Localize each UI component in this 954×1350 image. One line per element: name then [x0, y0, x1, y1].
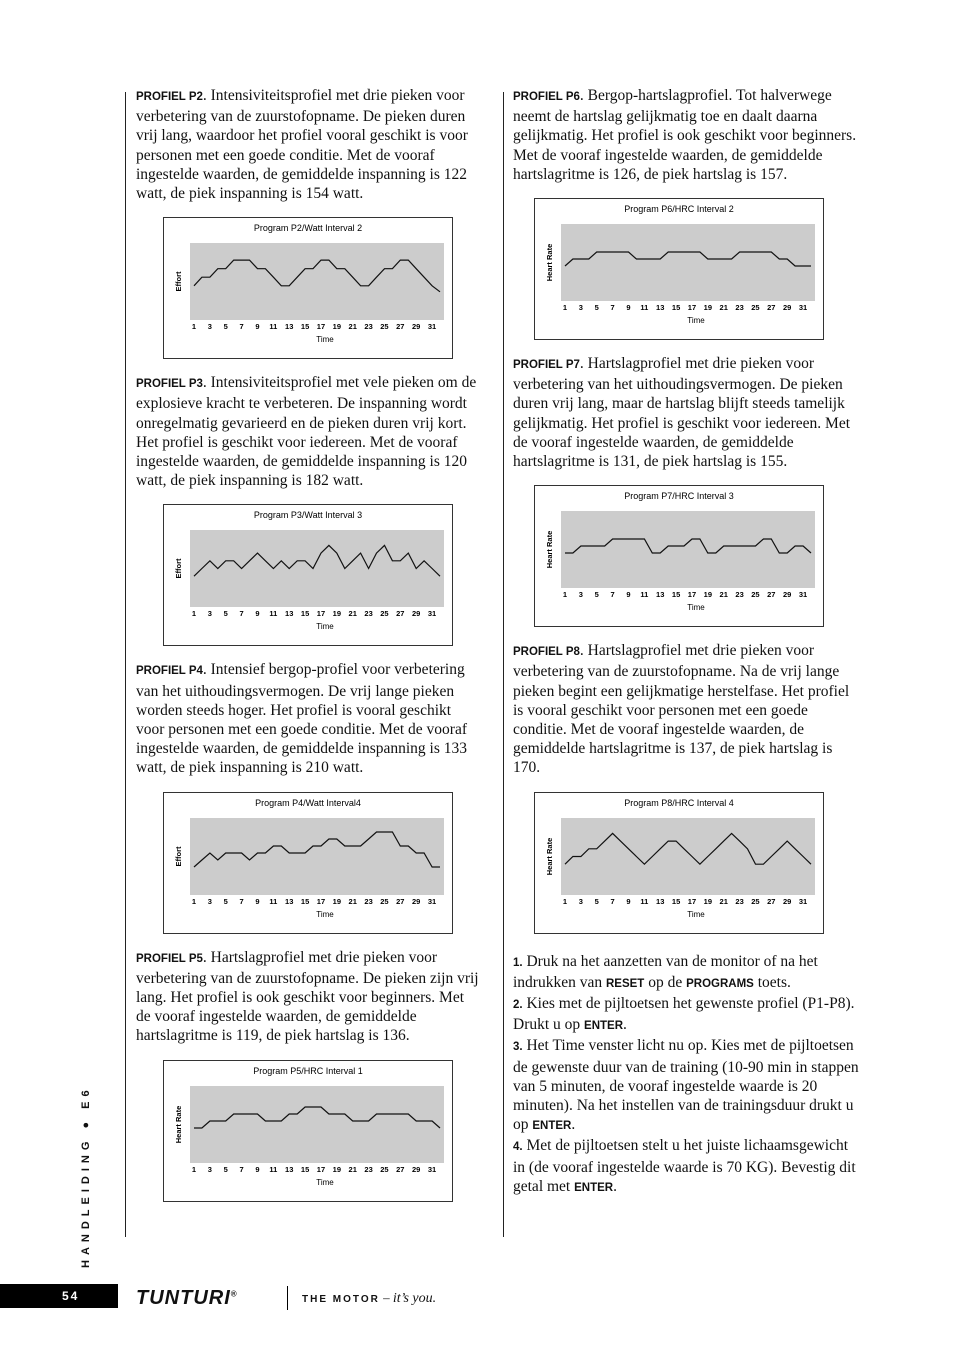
- x-tick-label: 9: [255, 1164, 260, 1174]
- slogan-part-a: THE MOTOR: [302, 1294, 380, 1305]
- x-tick-label: 13: [656, 303, 665, 313]
- profile-p5-paragraph: PROFIEL P5. Hartslagprofiel met drie pieken voor verbetering van de zuurstofopname. De pieken zijn vrij lang. Het profiel is ook geschikt voor beginners. Met de vooraf ingestelde waarden, de gemiddelde hartslagritme is 119, de piek hartslag is 136.: [136, 948, 479, 1045]
- x-tick-label: 17: [687, 896, 697, 906]
- profile-p7-label: PROFIEL P7: [513, 359, 580, 372]
- x-tick-label: 1: [191, 609, 197, 619]
- vertical-section-label: HANDLEIDING ● E6: [80, 1085, 92, 1268]
- step-text: .: [613, 1177, 617, 1195]
- x-tick-label: 9: [255, 322, 260, 332]
- profile-p5-text: Hartslagprofiel met drie pieken voor verbetering van de zuurstofopname. De pieken zijn vrij lang. Het profiel is ook geschikt voor beginners. Met de vooraf ingestelde waarden, de gemiddelde hartslagritme is 119, de piek hartslag is 136.: [136, 948, 479, 1045]
- x-tick-label: 15: [300, 1164, 310, 1174]
- step-number: 1: [513, 956, 520, 969]
- right-column: [513, 86, 863, 1198]
- x-tick-label: 3: [207, 609, 212, 619]
- chart-title: Program P3/Watt Interval 3: [253, 510, 363, 521]
- profile-p2-paragraph: PROFIEL P2. Intensiviteitsprofiel met drie pieken voor verbetering van de zuurstofopname. De pieken duren vrij lang, waardoor het profiel vooral geschikt is voor personen met een goede conditie. Met de vooraf ingestelde waarden, de gemiddelde inspanning is 122 watt, de piek inspanning is 154 watt.: [136, 87, 468, 203]
- chart-program-p4: [163, 792, 453, 934]
- y-axis-label: Heart Rate: [174, 1105, 183, 1143]
- x-tick-label: 13: [285, 609, 294, 619]
- x-tick-label: 1: [191, 1164, 197, 1174]
- key-programs: PROGRAMS: [686, 977, 754, 990]
- x-tick-label: 25: [751, 303, 760, 313]
- x-tick-label: 21: [348, 896, 357, 906]
- plot-background: [561, 818, 815, 895]
- x-tick-label: 19: [703, 590, 713, 600]
- x-tick-label: 21: [719, 590, 728, 600]
- left-column-rule: [125, 92, 126, 1237]
- x-tick-label: 29: [783, 590, 792, 600]
- key-reset: RESET: [605, 977, 645, 990]
- x-tick-label: 7: [239, 1164, 244, 1174]
- x-tick-label: 7: [239, 609, 244, 619]
- x-axis-label: Time: [687, 909, 705, 919]
- step-text: Kies met de pijltoetsen het gewenste profiel (P1-P8). Drukt u op: [513, 995, 855, 1034]
- chart-program-p3: [163, 504, 453, 646]
- x-tick-label: 1: [562, 896, 568, 906]
- x-tick-label: 11: [269, 1164, 278, 1174]
- x-tick-label: 27: [396, 609, 405, 619]
- x-tick-label: 1: [191, 322, 197, 332]
- x-tick-label: 17: [316, 1164, 326, 1174]
- profile-p8-text: Hartslagprofiel met drie pieken voor verbetering van de zuurstofopname. Na de vrij lange pieken begint een gelijkmatige herstelfase. Het profiel is vooral geschikt voor personen met een goede conditie. Met de vooraf ingestelde waarden, de gemiddelde hartslagritme is 137, de piek hartslag is 170.: [513, 642, 850, 777]
- page-number: 54: [0, 1284, 118, 1308]
- x-tick-label: 31: [427, 609, 437, 619]
- x-axis-label: Time: [316, 335, 334, 345]
- x-tick-label: 17: [687, 303, 697, 313]
- x-tick-label: 17: [316, 322, 326, 332]
- chart-title: Program P2/Watt Interval 2: [253, 223, 363, 234]
- x-tick-label: 5: [223, 896, 228, 906]
- y-axis-label: Heart Rate: [545, 243, 554, 282]
- step-4: 4. Met de pijltoetsen stelt u het juiste lichaamsgewicht in (de vooraf ingestelde waarde is 70 KG). Bevestig dit getal met ENTER.: [513, 1137, 856, 1195]
- step-text: toets.: [753, 973, 791, 991]
- x-axis-label: Time: [316, 622, 334, 632]
- x-tick-label: 9: [626, 590, 631, 600]
- step-text: Met de pijltoetsen stelt u het juiste lichaamsgewicht in (de vooraf ingestelde waarde is 70 KG). Bevestig dit getal met: [513, 1137, 856, 1195]
- y-axis-label: Effort: [174, 558, 183, 579]
- x-tick-label: 9: [626, 896, 631, 906]
- profile-p6-paragraph: PROFIEL P6. Bergop-hartslagprofiel. Tot halverwege neemt de hartslag gelijkmatig toe en daalt daarna gelijkmatig. Het profiel is ook geschikt voor beginners. Met de vooraf ingestelde waarden, de gemiddelde hartslagritme is 126, de piek hartslag is 157.: [513, 87, 857, 183]
- x-tick-label: 7: [239, 322, 244, 332]
- profile-p2-label: PROFIEL P2: [136, 91, 203, 103]
- footer-slogan: [302, 1290, 436, 1307]
- profile-p7-paragraph: PROFIEL P7. Hartslagprofiel met drie pieken voor verbetering van het uithoudingsvermogen. De pieken duren vrij lang, maar de hartslag blijft steeds tamelijk gelijkmatig. Het profiel is geschikt voor iedereen. Met de vooraf ingestelde waarden, de gemiddelde hartslagritme is 131, de piek hartslag is 155.: [513, 355, 851, 471]
- x-tick-label: 23: [735, 896, 744, 906]
- x-tick-label: 5: [594, 896, 599, 906]
- x-tick-label: 1: [562, 590, 568, 600]
- x-tick-label: 5: [223, 609, 228, 619]
- x-tick-label: 1: [562, 303, 568, 313]
- x-tick-label: 19: [703, 303, 713, 313]
- chart-title: Program P8/HRC Interval 4: [624, 797, 734, 808]
- x-tick-label: 23: [364, 1164, 373, 1174]
- x-tick-label: 25: [380, 609, 389, 619]
- x-tick-label: 7: [610, 303, 615, 313]
- chart-title: Program P6/HRC Interval 2: [624, 204, 734, 215]
- x-tick-label: 21: [348, 322, 357, 332]
- profile-p3-paragraph: PROFIEL P3. Intensiviteitsprofiel met vele pieken om de explosieve kracht te verbeteren. De inspanning wordt onregelmatig gevarieerd en de pieken duren vrij kort. Het profiel is geschikt voor iedereen. Met de vooraf ingestelde waarden, de gemiddelde inspanning is 120 watt, de piek inspanning is 182 watt.: [136, 374, 477, 490]
- x-tick-label: 19: [332, 609, 342, 619]
- x-axis-label: Time: [687, 316, 705, 326]
- step-3: 3. Het Time venster licht nu op. Kies met de pijltoetsen de gewenste duur van de training (10-90 min in stappen van 5 minuten, de vooraf ingestelde waarde is 20 minuten). Na het instellen van de trainingsduur drukt u op ENTER.: [513, 1037, 859, 1134]
- x-tick-label: 5: [223, 322, 228, 332]
- x-tick-label: 29: [412, 896, 421, 906]
- x-tick-label: 25: [380, 1164, 389, 1174]
- x-tick-label: 13: [285, 896, 294, 906]
- x-tick-label: 27: [767, 303, 776, 313]
- x-tick-label: 19: [332, 322, 342, 332]
- x-tick-label: 3: [578, 303, 583, 313]
- x-tick-label: 25: [751, 590, 760, 600]
- x-tick-label: 11: [269, 896, 278, 906]
- x-tick-label: 13: [285, 322, 294, 332]
- profile-p7-text: Hartslagprofiel met drie pieken voor verbetering van het uithoudingsvermogen. De pieken duren vrij lang, maar de hartslag blijft steeds tamelijk gelijkmatig. Het profiel is geschikt voor iedereen. Met de vooraf ingestelde waarden, de gemiddelde hartslagritme is 131, de piek hartslag is 155.: [513, 355, 851, 471]
- chart-program-p5: [163, 1060, 453, 1202]
- x-tick-label: 13: [285, 1164, 294, 1174]
- x-tick-label: 27: [767, 896, 776, 906]
- chart-title: Program P5/HRC Interval 1: [253, 1065, 363, 1076]
- x-tick-label: 31: [798, 590, 808, 600]
- y-axis-label: Heart Rate: [545, 530, 554, 569]
- x-tick-label: 25: [380, 896, 389, 906]
- instruction-steps: [513, 952, 863, 1198]
- x-tick-label: 23: [735, 590, 744, 600]
- profile-p4-text: Intensief bergop-profiel voor verbetering van het uithoudingsvermogen. De vrij lange pieken worden steeds hoger. Het profiel is vooral geschikt voor personen met een goede conditie. Met de vooraf ingestelde waarden, de gemiddelde inspanning is 133 watt, de piek inspanning is 210 watt.: [136, 661, 468, 777]
- center-column-rule: [503, 92, 504, 1237]
- x-tick-label: 21: [719, 303, 728, 313]
- plot-background: [190, 530, 444, 607]
- x-tick-label: 17: [316, 896, 326, 906]
- chart-program-p8: [534, 792, 824, 934]
- x-tick-label: 13: [656, 590, 665, 600]
- profile-p3-text: Intensiviteitsprofiel met vele pieken om de explosieve kracht te verbeteren. De inspanning wordt onregelmatig gevarieerd en de pieken duren vrij kort. Het profiel is geschikt voor iedereen. Met de vooraf ingestelde waarden, de gemiddelde inspanning is 120 watt, de piek inspanning is 182 watt.: [136, 374, 477, 490]
- x-tick-label: 27: [396, 896, 405, 906]
- registered-mark: ®: [230, 1289, 238, 1299]
- x-tick-label: 25: [751, 896, 760, 906]
- x-tick-label: 25: [380, 322, 389, 332]
- profile-p3-label: PROFIEL P3: [136, 378, 203, 391]
- x-axis-label: Time: [316, 1177, 334, 1187]
- profile-p8-label: PROFIEL P8: [513, 646, 580, 659]
- x-tick-label: 11: [640, 896, 649, 906]
- key-enter: ENTER: [584, 1020, 624, 1033]
- x-tick-label: 21: [719, 896, 728, 906]
- key-enter: ENTER: [574, 1181, 614, 1194]
- chart-title: Program P4/Watt Interval4: [255, 797, 361, 808]
- x-tick-label: 15: [300, 322, 310, 332]
- x-tick-label: 31: [798, 896, 808, 906]
- profile-p6-label: PROFIEL P6: [513, 91, 580, 103]
- step-number: 3: [513, 1041, 520, 1054]
- x-tick-label: 15: [671, 896, 681, 906]
- x-tick-label: 19: [703, 896, 713, 906]
- x-tick-label: 31: [427, 322, 437, 332]
- slogan-part-b: it’s you.: [392, 1291, 437, 1306]
- x-tick-label: 27: [767, 590, 776, 600]
- x-tick-label: 15: [671, 303, 681, 313]
- y-axis-label: Effort: [174, 271, 183, 292]
- footer-divider: [287, 1286, 288, 1310]
- step-text: Druk na het aanzetten van de monitor of na het indrukken van: [513, 952, 818, 991]
- left-column: [136, 86, 482, 1216]
- plot-background: [561, 224, 815, 301]
- profile-p4-label: PROFIEL P4: [136, 665, 203, 678]
- step-number: 2: [513, 999, 520, 1012]
- x-tick-label: 3: [207, 1164, 212, 1174]
- step-1: 1. Druk na het aanzetten van de monitor of na het indrukken van RESET op de PROGRAMS toets.: [513, 952, 818, 991]
- x-tick-label: 9: [255, 609, 260, 619]
- x-tick-label: 23: [364, 322, 373, 332]
- brand-logo: [136, 1287, 238, 1310]
- x-tick-label: 9: [626, 303, 631, 313]
- x-tick-label: 7: [610, 590, 615, 600]
- x-tick-label: 23: [364, 896, 373, 906]
- chart-program-p6: [534, 198, 824, 340]
- chart-program-p2: [163, 217, 453, 359]
- step-text: .: [571, 1116, 576, 1134]
- x-tick-label: 3: [578, 590, 583, 600]
- x-tick-label: 27: [396, 1164, 405, 1174]
- profile-p4-paragraph: PROFIEL P4. Intensief bergop-profiel voor verbetering van het uithoudingsvermogen. De vrij lange pieken worden steeds hoger. Het profiel is vooral geschikt voor personen met een goede conditie. Met de vooraf ingestelde waarden, de gemiddelde inspanning is 133 watt, de piek inspanning is 210 watt.: [136, 661, 468, 777]
- x-tick-label: 15: [671, 590, 681, 600]
- profile-p2-text: Intensiviteitsprofiel met drie pieken voor verbetering van de zuurstofopname. De pieken duren vrij lang, waardoor het profiel vooral geschikt is voor personen met een goede conditie. Met de vooraf ingestelde waarden, de gemiddelde inspanning is 122 watt, de piek inspanning is 154 watt.: [136, 87, 468, 203]
- step-text: op de: [644, 973, 687, 991]
- x-tick-label: 3: [578, 896, 583, 906]
- x-tick-label: 11: [269, 609, 278, 619]
- plot-background: [190, 243, 444, 320]
- x-tick-label: 31: [427, 1164, 437, 1174]
- x-tick-label: 29: [412, 1164, 421, 1174]
- plot-background: [190, 818, 444, 895]
- x-tick-label: 31: [427, 896, 437, 906]
- x-tick-label: 5: [223, 1164, 228, 1174]
- x-tick-label: 29: [412, 609, 421, 619]
- step-number: 4: [513, 1141, 520, 1154]
- key-enter: ENTER: [532, 1120, 572, 1133]
- slogan-dash: –: [379, 1290, 393, 1305]
- step-text: .: [623, 1016, 627, 1034]
- y-axis-label: Heart Rate: [545, 837, 554, 875]
- x-tick-label: 27: [396, 322, 405, 332]
- x-axis-label: Time: [316, 909, 334, 919]
- x-tick-label: 3: [207, 896, 212, 906]
- x-tick-label: 5: [594, 590, 599, 600]
- x-tick-label: 29: [412, 322, 421, 332]
- x-tick-label: 5: [594, 303, 599, 313]
- x-tick-label: 29: [783, 303, 792, 313]
- y-axis-label: Effort: [174, 846, 183, 867]
- x-tick-label: 31: [798, 303, 808, 313]
- brand-name: TUNTURI: [136, 1287, 231, 1309]
- x-tick-label: 17: [316, 609, 326, 619]
- x-tick-label: 15: [300, 609, 310, 619]
- chart-title: Program P7/HRC Interval 3: [624, 491, 734, 502]
- profile-p8-paragraph: PROFIEL P8. Hartslagprofiel met drie pieken voor verbetering van de zuurstofopname. Na de vrij lange pieken begint een gelijkmatige herstelfase. Het profiel is vooral geschikt voor personen met een goede conditie. Met de vooraf ingestelde waarden, de gemiddelde hartslagritme is 137, de piek hartslag is 170.: [513, 642, 850, 777]
- x-tick-label: 29: [783, 896, 792, 906]
- x-tick-label: 15: [300, 896, 310, 906]
- plot-background: [190, 1086, 444, 1163]
- step-2: 2. Kies met de pijltoetsen het gewenste profiel (P1-P8). Drukt u op ENTER.: [513, 995, 855, 1034]
- x-tick-label: 23: [364, 609, 373, 619]
- x-tick-label: 11: [640, 303, 649, 313]
- x-tick-label: 13: [656, 896, 665, 906]
- x-tick-label: 17: [687, 590, 697, 600]
- x-tick-label: 23: [735, 303, 744, 313]
- x-tick-label: 21: [348, 609, 357, 619]
- profile-p6-text: Bergop-hartslagprofiel. Tot halverwege neemt de hartslag gelijkmatig toe en daalt daarna gelijkmatig. Het profiel is ook geschikt voor beginners. Met de vooraf ingestelde waarden, de gemiddelde hartslagritme is 126, de piek hartslag is 157.: [513, 87, 857, 183]
- x-tick-label: 21: [348, 1164, 357, 1174]
- x-axis-label: Time: [687, 603, 705, 613]
- x-tick-label: 9: [255, 896, 260, 906]
- x-tick-label: 3: [207, 322, 212, 332]
- step-text: Het Time venster licht nu op. Kies met de pijltoetsen de gewenste duur van de training (10-90 min in stappen van 5 minuten, de vooraf ingestelde waarde is 20 minuten). Na het instellen van de trainingsduur drukt u op: [513, 1037, 859, 1134]
- x-tick-label: 7: [610, 896, 615, 906]
- x-tick-label: 11: [640, 590, 649, 600]
- x-tick-label: 7: [239, 896, 244, 906]
- x-tick-label: 1: [191, 896, 197, 906]
- x-tick-label: 19: [332, 1164, 342, 1174]
- chart-program-p7: [534, 485, 824, 627]
- profile-p5-label: PROFIEL P5: [136, 952, 203, 965]
- x-tick-label: 11: [269, 322, 278, 332]
- x-tick-label: 19: [332, 896, 342, 906]
